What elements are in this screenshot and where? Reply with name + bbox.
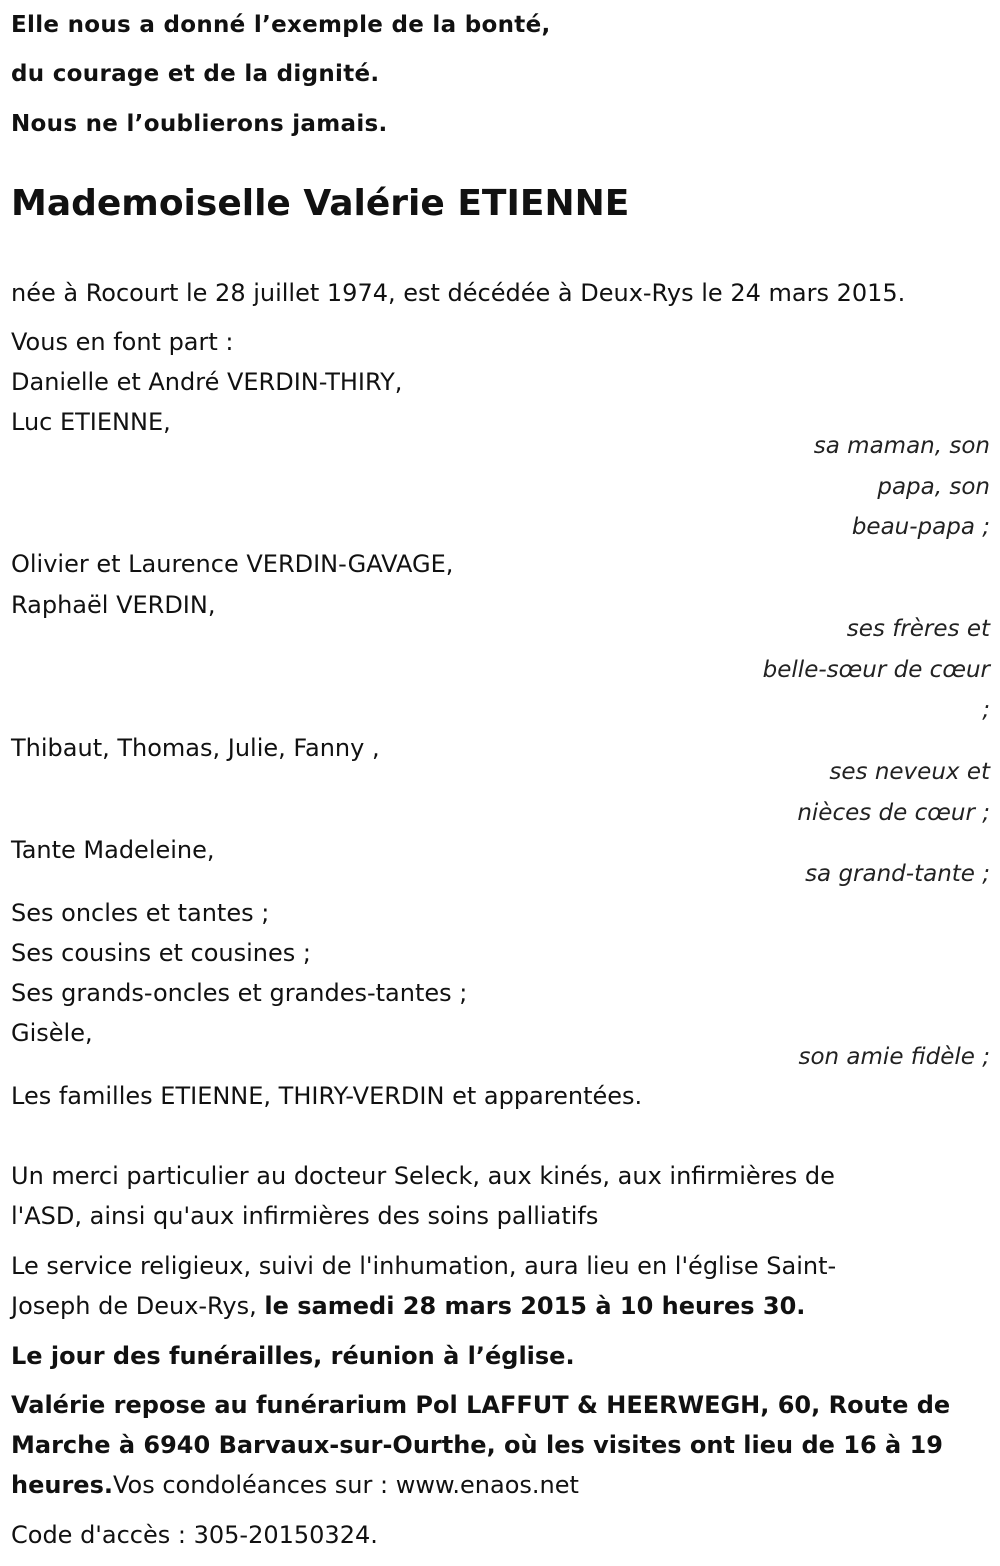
relation-siblings: [710, 609, 990, 731]
family-member: Thibaut, Thomas, Julie, Fanny ,: [11, 734, 380, 762]
relation-line: papa, son: [877, 473, 990, 500]
funerarium-line-3: [11, 1470, 579, 1500]
family-member: Ses oncles et tantes ;: [11, 899, 270, 927]
epitaph-line-1: Elle nous a donné l’exemple de la bonté,: [11, 12, 551, 38]
thanks-line-2: l'ASD, ainsi qu'aux infirmières des soins palliatifs: [11, 1202, 599, 1230]
condolences-link[interactable]: Vos condoléances sur : www.enaos.net: [112, 1471, 579, 1499]
family-member: Ses cousins et cousines ;: [11, 939, 311, 967]
visit-hours-end: heures.: [11, 1471, 113, 1499]
relation-parents: [710, 426, 990, 548]
family-member: Ses grands-oncles et grandes-tantes ;: [11, 979, 468, 1007]
deceased-name: Mademoiselle Valérie ETIENNE: [11, 183, 630, 224]
announcement-intro: Vous en font part :: [11, 328, 234, 356]
families-line: Les familles ETIENNE, THIRY-VERDIN et apparentées.: [11, 1082, 643, 1110]
service-location: Joseph de Deux-Rys,: [11, 1292, 265, 1320]
family-member: Raphaël VERDIN,: [11, 591, 216, 619]
relation-line: sa grand-tante ;: [805, 861, 990, 887]
access-code: Code d'accès : 305-20150324.: [11, 1521, 378, 1549]
relation-line: beau-papa ;: [851, 514, 990, 540]
epitaph-line-3: Nous ne l’oublierons jamais.: [11, 111, 388, 137]
reunion-note: Le jour des funérailles, réunion à l’église.: [11, 1342, 575, 1370]
funerarium-line-1: Valérie repose au funérarium Pol LAFFUT & HEERWEGH, 60, Route de: [11, 1391, 951, 1419]
relation-line: son amie fidèle ;: [798, 1044, 990, 1070]
funerarium-line-2: Marche à 6940 Barvaux-sur-Ourthe, où les visites ont lieu de 16 à 19: [11, 1431, 943, 1459]
relation-line: belle-sœur de cœur: [762, 656, 990, 683]
service-datetime: le samedi 28 mars 2015 à 10 heures 30.: [264, 1292, 806, 1320]
service-line-2: [11, 1291, 805, 1321]
family-member: Tante Madeleine,: [11, 836, 215, 864]
relation-line: nièces de cœur ;: [797, 799, 990, 826]
family-member: Gisèle,: [11, 1019, 93, 1047]
birth-death-statement: née à Rocourt le 28 juillet 1974, est décédée à Deux-Rys le 24 mars 2015.: [11, 279, 906, 307]
service-line-1: Le service religieux, suivi de l'inhumation, aura lieu en l'église Saint-: [11, 1252, 837, 1280]
relation-line: ;: [982, 697, 990, 723]
relation-line: ses neveux et: [829, 759, 990, 785]
epitaph-line-2: du courage et de la dignité.: [11, 61, 380, 87]
thanks-line-1: Un merci particulier au docteur Seleck, aux kinés, aux infirmières de: [11, 1162, 835, 1190]
relation-nephews: [710, 752, 990, 833]
family-member: Luc ETIENNE,: [11, 408, 171, 436]
relation-aunt: [710, 854, 990, 895]
family-member: Olivier et Laurence VERDIN-GAVAGE,: [11, 550, 454, 578]
relation-line: sa maman, son: [813, 433, 990, 459]
relation-line: ses frères et: [846, 616, 990, 642]
relation-friend: [710, 1037, 990, 1078]
family-member: Danielle et André VERDIN-THIRY,: [11, 368, 403, 396]
